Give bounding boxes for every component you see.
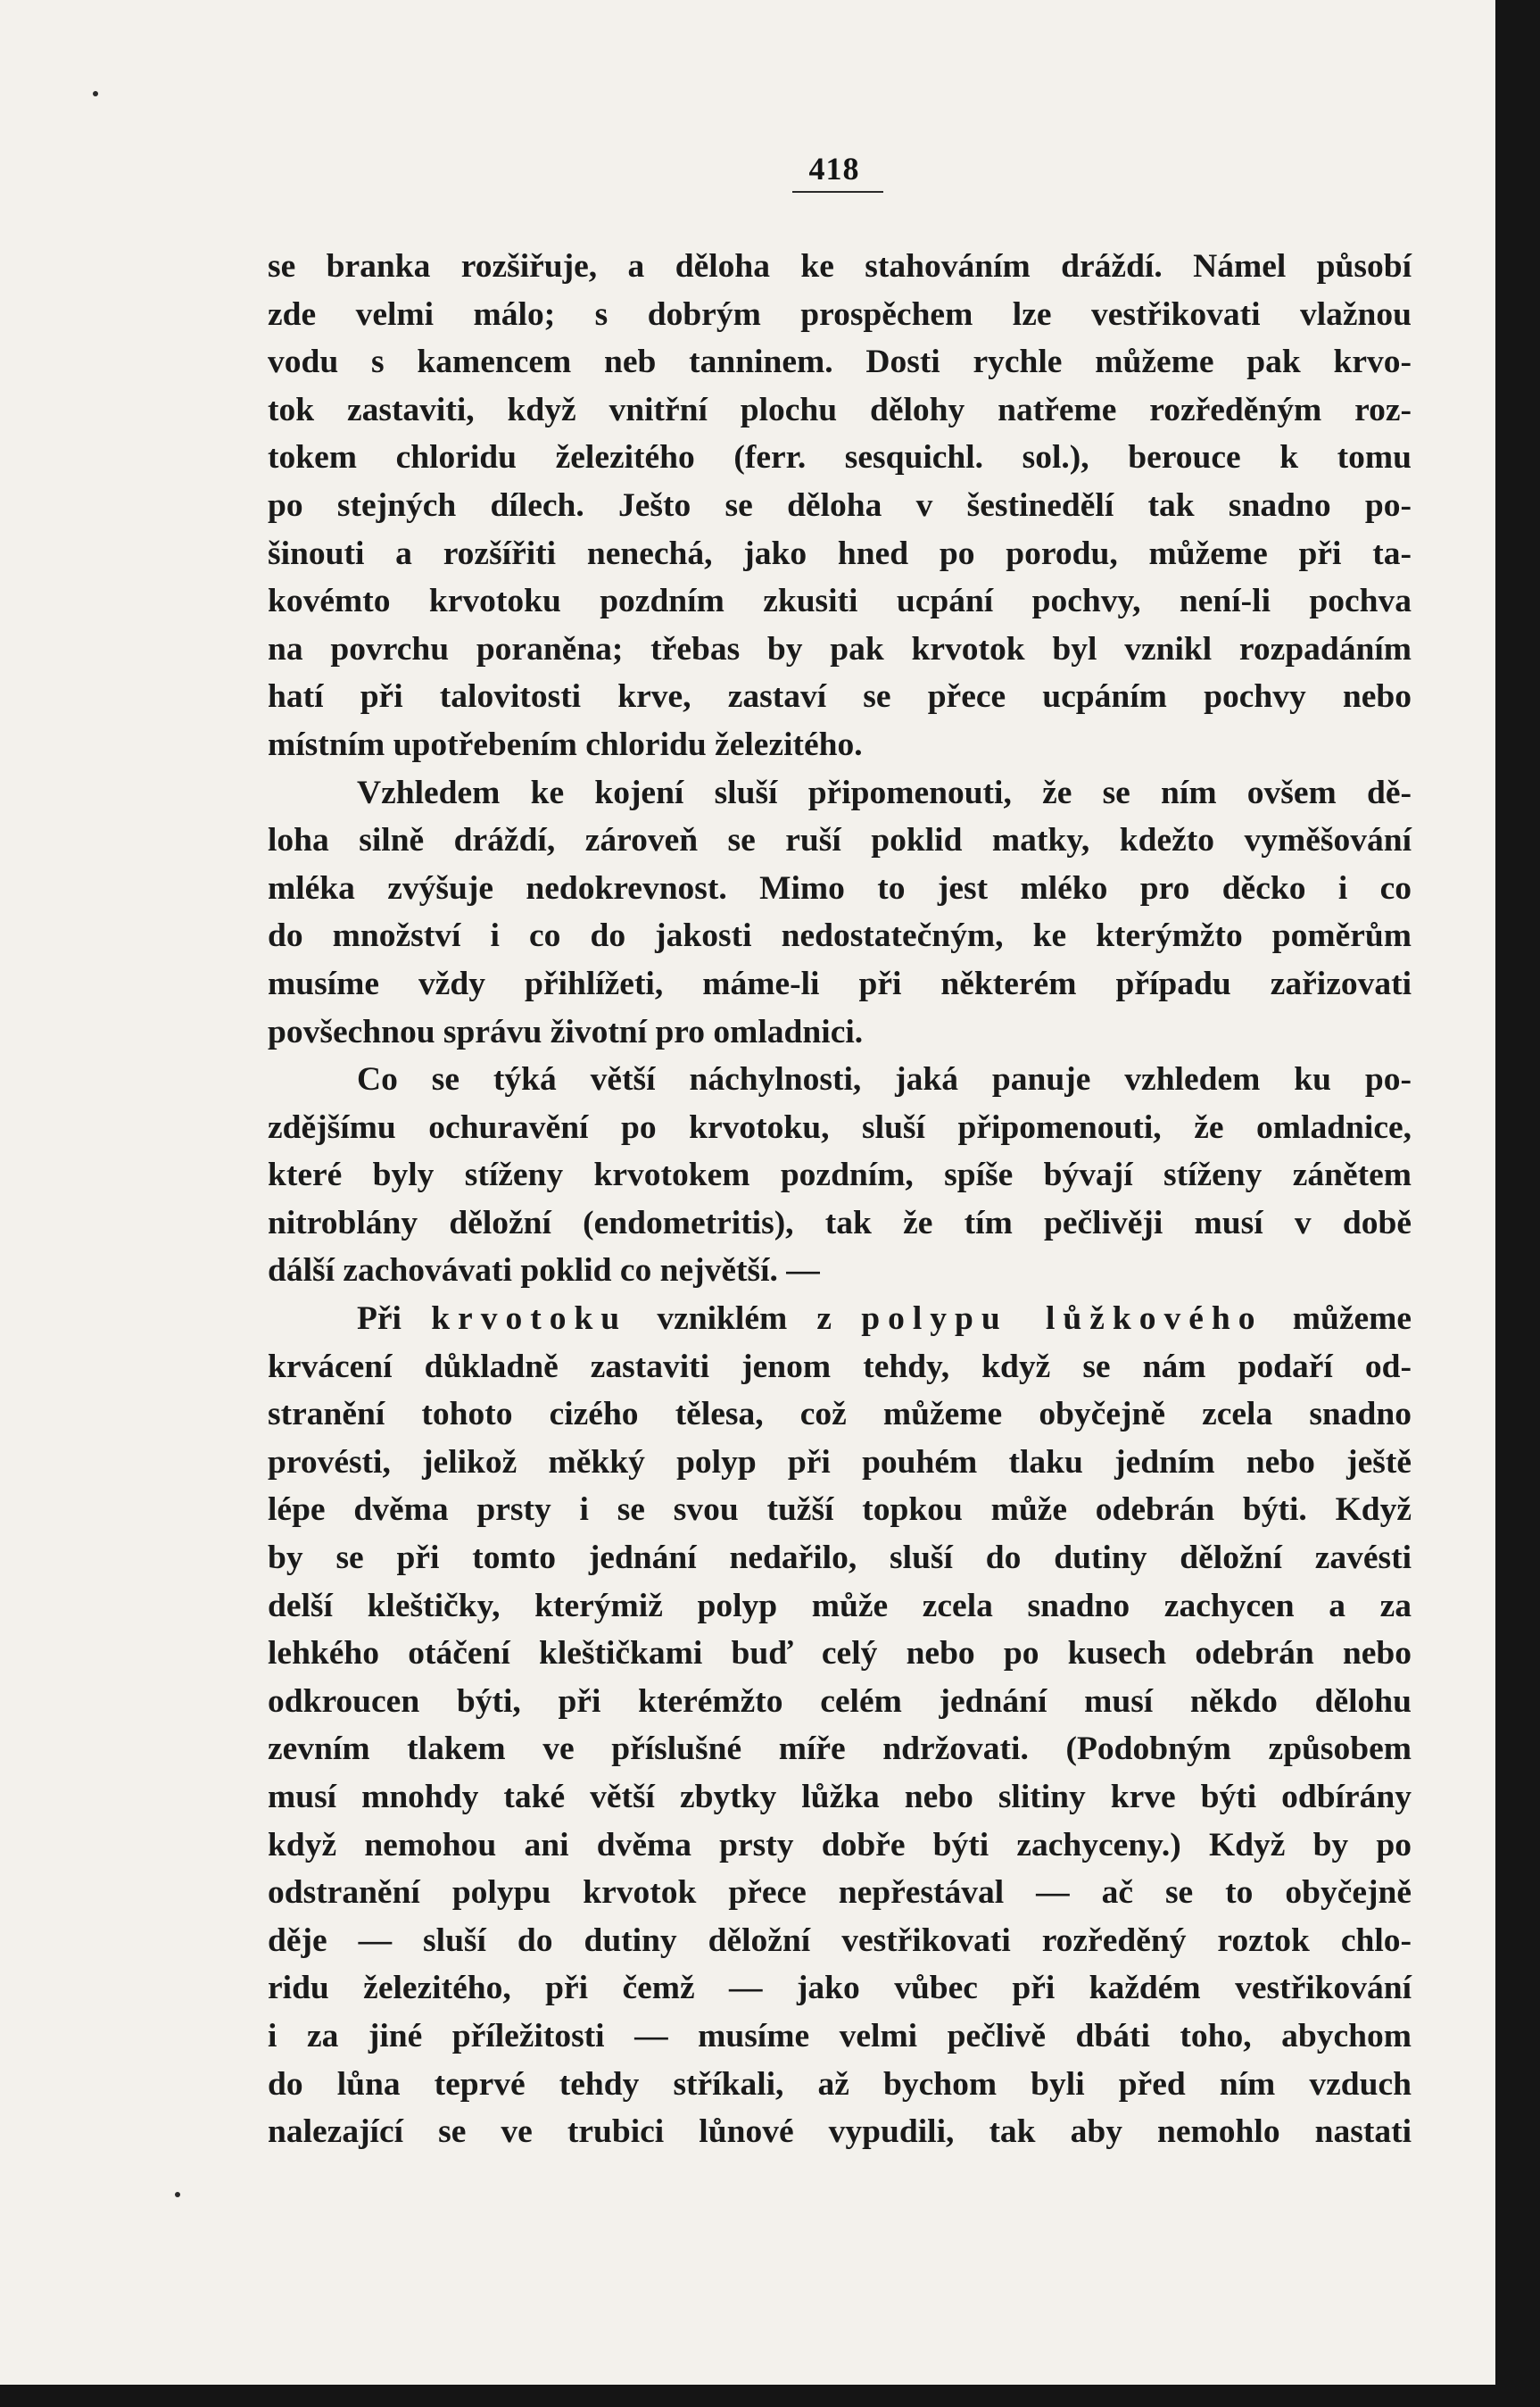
text-line: stranění tohoto cizého tělesa, což můžeme obyčejně zcela snadno [268,1396,1412,1433]
text-line: krvácení důkladně zastaviti jenom tehdy, když se nám podaří od- [268,1348,1412,1385]
text-line: tok zastaviti, když vnitřní plochu dělohy natřeme rozředěným roz- [268,391,1412,428]
text-line [268,1295,1412,1343]
scan-speck [175,2192,180,2197]
text-line: mléka zvýšuje nedokrevnost. Mimo to jest mléko pro děcko i co [268,869,1412,907]
paragraph-1 [268,243,1412,769]
page-number: 418 [808,151,860,187]
text-line: nalezající se ve trubici lůnové vypudili, tak aby nemohlo nastati [268,2113,1412,2151]
text-line: delší kleštičky, kterýmiž polyp může zcela snadno zachycen a za [268,1587,1412,1624]
text-line: dálší zachovávati poklid co největší. — [268,1252,820,1290]
text-line: by se při tomto jednání nedařilo, sluší do dutiny děložní zavésti [268,1540,1412,1577]
text-line: i za jiné příležitosti — musíme velmi pečlivě dbáti toho, abychom [268,2017,1412,2054]
text-line: nitroblány děložní (endometritis), tak že tím pečlivěji musí v době [268,1204,1412,1241]
text-line: do lůna teprvé tehdy stříkali, až bychom byli před ním vzduch [268,2065,1412,2103]
text-span: Při [357,1300,402,1338]
text-span: vzniklém z [657,1300,832,1338]
text-line: odkroucen býti, při kterémžto celém jednání musí někdo dělohu [268,1682,1412,1720]
text-line: musí mnohdy také větší zbytky lůžka nebo slitiny krve býti odbírány [268,1779,1412,1815]
text-line: děje — sluší do dutiny děložní vestřikovati rozředěný roztok chlo- [268,1921,1412,1959]
text-line: provésti, jelikož měkký polyp při pouhém tlaku jedním nebo ještě [268,1443,1412,1481]
text-line: místním upotřebením chloridu železitého. [268,726,863,763]
text-line: lépe dvěma prsty i se svou tužší topkou může odebrán býti. Když [268,1491,1412,1529]
text-line: Co se týká větší náchylnosti, jaká panuje vzhledem ku po- [357,1061,1412,1099]
text-line: musíme vždy přihlížeti, máme-li při některém případu zařizovati [268,965,1412,1002]
text-line: do množství i co do jakosti nedostatečným, ke kterýmžto poměrům [268,917,1412,955]
text-line: ridu železitého, při čemž — jako vůbec při každém vestřikování [268,1970,1412,2007]
paragraph-3 [268,1056,1412,1295]
text-line: kovémto krvotoku pozdním zkusiti ucpání pochvy, není-li pochva [268,583,1412,620]
text-line: se branka rozšiřuje, a děloha ke stahováním dráždí. Námel působí [268,248,1412,285]
text-line: povšechnou správu životní pro omladnici. [268,1013,864,1050]
text-line: Vzhledem ke kojení sluší připomenouti, že se ním ovšem dě- [357,774,1412,811]
text-line: když nemohou ani dvěma prsty dobře býti zachyceny.) Když by po [268,1826,1412,1863]
body-text [268,243,1412,2156]
text-line: zdějšímu ochuravění po krvotoku, sluší připomenouti, že omladnice, [268,1108,1412,1146]
text-line: zde velmi málo; s dobrým prospěchem lze vestřikovati vlažnou [268,295,1412,333]
text-line: na povrchu poraněna; třebas by pak krvotok byl vznikl rozpadáním [268,630,1412,668]
scan-speck [93,91,98,96]
paragraph-2 [268,769,1412,1057]
text-line: odstranění polypu krvotok přece nepřestával — ač se to obyčejně [268,1874,1412,1912]
text-line: loha silně dráždí, zároveň se ruší poklid matky, kdežto vyměšování [268,822,1412,859]
text-line: vodu s kamencem neb tanninem. Dosti rychle můžeme pak krvo- [268,344,1412,381]
spaced-term: polypu lůžkového [861,1300,1263,1338]
text-line: zevním tlakem ve příslušné míře ndržovati. (Podobným způsobem [268,1731,1412,1768]
text-line: hatí při talovitosti krve, zastaví se přece ucpáním pochvy nebo [268,678,1412,716]
text-line: tokem chloridu železitého (ferr. sesquichl. sol.), berouce k tomu [268,439,1412,477]
paragraph-4 [268,1295,1412,2156]
scan-border-bottom [0,2385,1540,2407]
spaced-term: krvotoku [431,1300,628,1338]
page-number-underline [792,191,883,193]
text-line: lehkého otáčení kleštičkami buď celý nebo po kusech odebrán nebo [268,1635,1412,1672]
scan-border-right [1495,0,1540,2407]
text-line: které byly stíženy krvotokem pozdním, spíše bývají stíženy zánětem [268,1157,1412,1194]
text-line: šinouti a rozšířiti nenechá, jako hned po porodu, můžeme při ta- [268,535,1412,572]
text-line: po stejných dílech. Ješto se děloha v šestinedělí tak snadno po- [268,486,1412,524]
text-span: můžeme [1292,1300,1412,1338]
